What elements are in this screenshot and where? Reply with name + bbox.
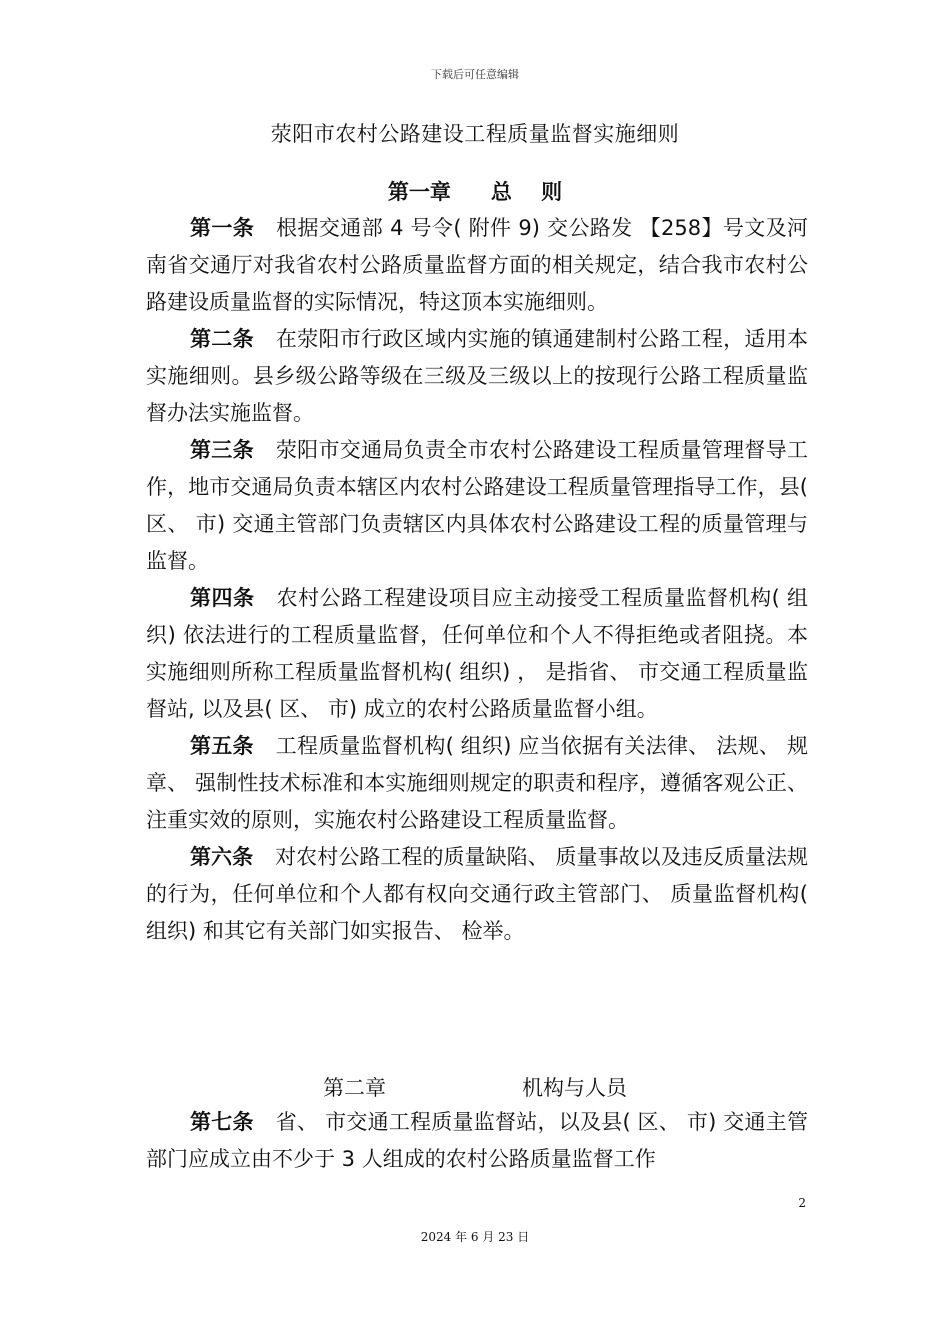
article-text: 在荥阳市行政区域内实施的镇通建制村公路工程，适用本实施细则。县乡级公路等级在三级及三级以上的按现行公路工程质量监督办法实施监督。 [146,327,808,425]
article-text: 省、 市交通工程质量监督站，以及县( 区、 市) 交通主管部门应成立由不少于 3 人组成的农村公路质量监督工作 [146,1110,808,1171]
chapter-2-name: 机构与人员 [522,1076,627,1100]
article-text: 荥阳市交通局负责全市农村公路建设工程质量管理督导工作，地市交通局负责本辖区内农村公路建设工程质量管理指导工作，县( 区、 市) 交通主管部门负责辖区内具体农村公路建设工程的质量管理与监督。 [146,438,808,573]
article-number: 第六条 [190,845,254,869]
article [146,728,808,839]
article [146,839,808,950]
chapter-2-body [146,1104,808,1178]
article-text: 工程质量监督机构( 组织) 应当依据有关法律、 法规、 规章、 强制性技术标准和本实施细则规定的职责和程序，遵循客观公正、 注重实效的原则，实施农村公路建设工程质量监督。 [146,734,808,832]
document-title: 荥阳市农村公路建设工程质量监督实施细则 [270,122,680,146]
article [146,432,808,580]
article-number: 第四条 [190,586,255,610]
article-number: 第七条 [190,1110,254,1134]
article [146,321,808,432]
chapter-2-label: 第二章 [323,1076,386,1100]
article-text: 农村公路工程建设项目应主动接受工程质量监督机构( 组织) 依法进行的工程质量监督，任何单位和个人不得拒绝或者阻挠。本实施细则所称工程质量监督机构( 组织) ， 是指省、 市交通工程质量监督站, 以及县( 区、 市) 成立的农村公路质量监督小组。 [146,586,808,721]
article-number: 第一条 [190,216,255,240]
chapter-1-heading [0,176,950,206]
chapter-2-heading [0,1072,950,1102]
footer-date: 2024 年 6 月 23 日 [420,1230,530,1244]
article [146,210,808,321]
article-number: 第五条 [190,734,254,758]
article [146,580,808,728]
page-number: 2 [798,1196,806,1210]
article-text: 对农村公路工程的质量缺陷、 质量事故以及违反质量法规的行为，任何单位和个人都有权向交通行政主管部门、 质量监督机构( 组织) 和其它有关部门如实报告、 检举。 [146,845,808,943]
article-text: 根据交通部 4 号令( 附件 9) 交公路发 【258】号文及河南省交通厅对我省农村公路质量监督方面的相关规定，结合我市农村公路建设质量监督的实际情况，特这顶本实施细则。 [146,216,808,314]
article-number: 第二条 [190,327,254,351]
chapter-1-name: 总 则 [490,180,563,204]
header-note: 下载后可任意编辑 [431,68,519,81]
chapter-1-body [146,210,808,950]
chapter-1-label: 第一章 [387,180,451,204]
article [146,1104,808,1178]
article-number: 第三条 [190,438,254,462]
